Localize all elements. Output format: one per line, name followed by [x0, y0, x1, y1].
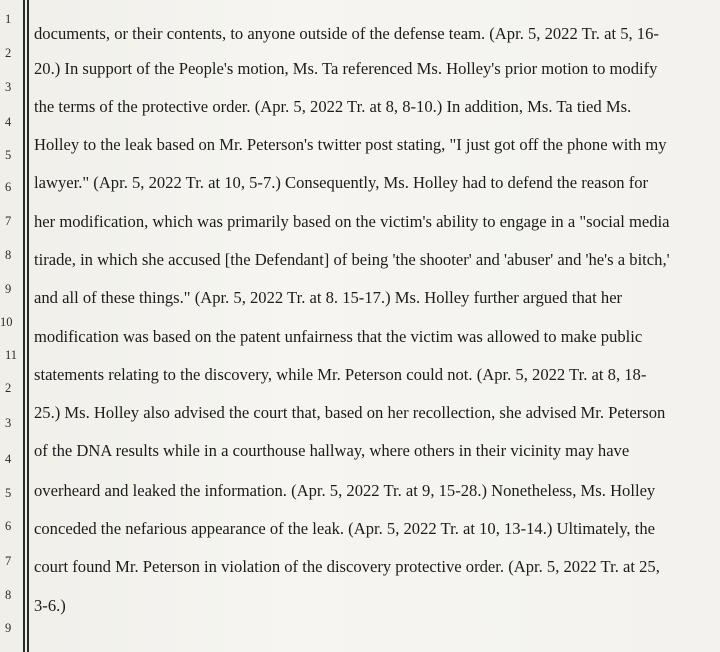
- line-number: 2: [5, 381, 12, 395]
- line-number: 7: [5, 554, 12, 568]
- line-number: 8: [5, 248, 12, 262]
- line-number: 6: [5, 180, 12, 194]
- text-line: tirade, in which she accused [the Defendant] of being 'the shooter' and 'abuser' and 'he's a bitch,': [34, 250, 670, 269]
- margin-rule-left: [23, 0, 25, 652]
- line-number: 9: [5, 282, 12, 296]
- line-number: 5: [5, 148, 12, 162]
- text-line: the terms of the protective order. (Apr. 5, 2022 Tr. at 8, 8-10.) In addition, Ms. Ta tied Ms.: [34, 97, 632, 116]
- text-line: her modification, which was primarily based on the victim's ability to engage in a "social media: [34, 212, 670, 231]
- text-line: court found Mr. Peterson in violation of the discovery protective order. (Apr. 5, 2022 Tr. at 25,: [34, 557, 660, 576]
- line-number: 9: [5, 621, 12, 635]
- text-line: lawyer." (Apr. 5, 2022 Tr. at 10, 5-7.) Consequently, Ms. Holley had to defend the reason for: [34, 173, 649, 192]
- text-line: Holley to the leak based on Mr. Peterson's twitter post stating, "I just got off the phone with my: [34, 135, 667, 154]
- line-number: 8: [5, 588, 12, 602]
- line-number: 4: [5, 115, 12, 129]
- line-number: 2: [5, 46, 12, 60]
- text-line: overheard and leaked the information. (Apr. 5, 2022 Tr. at 9, 15-28.) Nonetheless, Ms. Holley: [34, 481, 656, 500]
- line-number: 4: [5, 452, 12, 466]
- line-number: 10: [0, 315, 13, 329]
- margin-rule-right: [27, 0, 29, 652]
- body-text: [34, 0, 718, 652]
- text-line: documents, or their contents, to anyone outside of the defense team. (Apr. 5, 2022 Tr. at 5, 16-: [34, 24, 659, 43]
- text-line: modification was based on the patent unfairness that the victim was allowed to make public: [34, 327, 643, 346]
- line-number: 5: [5, 486, 12, 500]
- text-line: statements relating to the discovery, while Mr. Peterson could not. (Apr. 5, 2022 Tr. at 8, 18-: [34, 365, 647, 384]
- line-number: 11: [5, 348, 18, 362]
- line-number: 6: [5, 519, 12, 533]
- text-line: conceded the nefarious appearance of the leak. (Apr. 5, 2022 Tr. at 10, 13-14.) Ultimately, the: [34, 519, 656, 538]
- text-line: 3-6.): [34, 596, 66, 615]
- text-line: of the DNA results while in a courthouse hallway, where others in their vicinity may have: [34, 441, 630, 460]
- text-line: 20.) In support of the People's motion, Ms. Ta referenced Ms. Holley's prior motion to modify: [34, 59, 658, 78]
- line-number: 7: [5, 214, 12, 228]
- line-number: 3: [5, 80, 12, 94]
- text-line: 25.) Ms. Holley also advised the court that, based on her recollection, she advised Mr. Peterson: [34, 403, 666, 422]
- line-number: 1: [5, 12, 12, 26]
- text-line: and all of these things." (Apr. 5, 2022 Tr. at 8. 15-17.) Ms. Holley further argued that her: [34, 288, 623, 307]
- line-number-column: [0, 0, 20, 652]
- line-number: 3: [5, 416, 12, 430]
